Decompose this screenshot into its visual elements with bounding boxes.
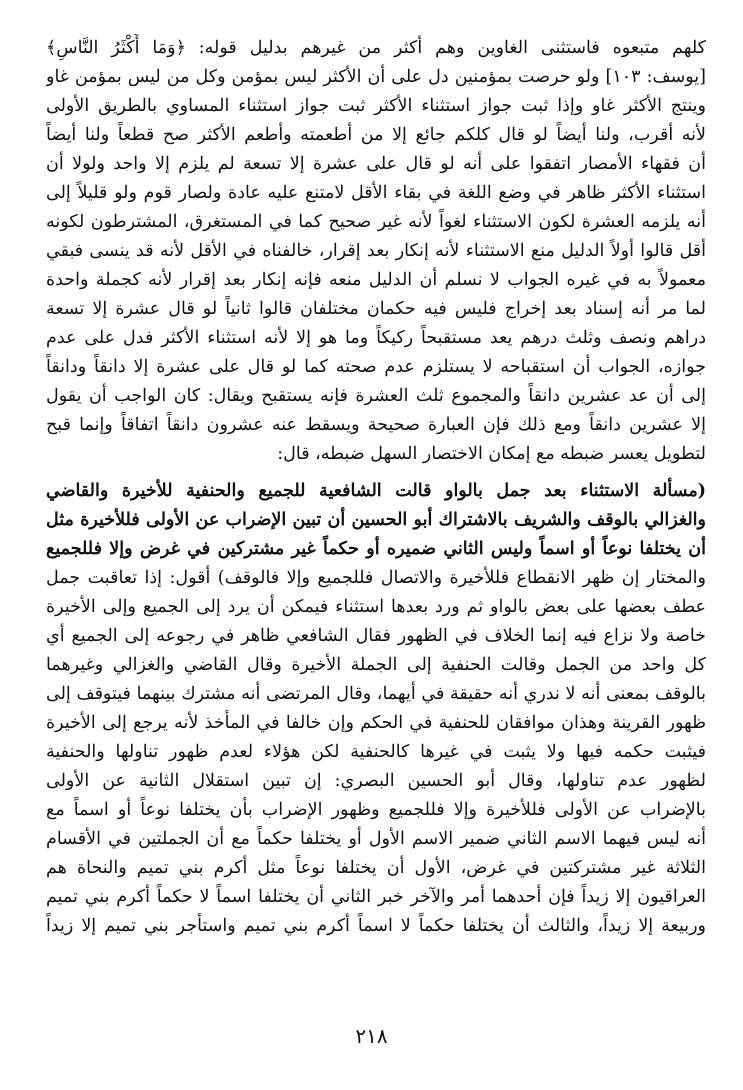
text-line: [يوسف: ١٠٣] ولو حرصت بمؤمنين دل على أن الأكثر ليس بمؤمن وكل من ليس بمؤمن غاو xyxy=(46,67,706,87)
matn-line: والغزالي بالوقف والشريف بالاشتراك أبو الحسين أن تبين الإضراب عن الأولى فللأخيرة مثل xyxy=(46,510,706,530)
text-line: العراقيون إلا زيداً فإن أحدهما أمر والآخر خبر الثاني أن يختلفا اسماً لا حكماً أكرم بني تميم xyxy=(46,887,706,907)
matn-line: أن يختلفا نوعاً أو اسماً وليس الثاني ضميره أو حكماً غير مشتركين في غرض وإلا فللجميع xyxy=(46,539,706,559)
text-line: لما مر أنه إسناد بعد إخراج فليس فيه حكمان مختلفان قالوا ثانياً لو قال عشرة إلا تسعة xyxy=(46,299,706,319)
commentary-section-2 xyxy=(46,477,706,941)
text-line: بالوقف بمعنى أنه لا ندري أنه حقيقة في أيهما، وقال المرتضى أنه مشترك بينهما فيتوقف إلى xyxy=(46,684,706,704)
text-line: لظهور عدم تناولها، وقال أبو الحسين البصري: إن تبين استقلال الثانية عن الأولى xyxy=(46,771,706,791)
text-line: معمولاً به في غيره الجواب لا نسلم أن الدليل منعه فإنه إنكار بعد إقرار لأنه كجملة واحدة xyxy=(46,270,706,290)
matn-line: (مسألة الاستثناء بعد جمل بالواو قالت الشافعية للجميع والحنفية للأخيرة والقاضي xyxy=(46,481,706,501)
text-line: جوازه، الجواب أن استقباحه لا يستلزم عدم صحته كما لو قال على عشرة إلا دانقاً ودانقاً xyxy=(46,357,706,377)
text-line: أن فقهاء الأمصار اتفقوا على أنه لو قال على عشرة إلا تسعة لم يلزم إلا واحد ولولا أن xyxy=(46,154,706,174)
text-line: لتطويل يعسر ضبطه مع إمكان الاختصار السهل ضبطه، قال: xyxy=(277,444,706,464)
text-line: الثلاثة غير مشتركتين في غرض، الأول أن يختلفا نوعاً مثل أكرم بني تميم والنحاة هم xyxy=(46,858,706,878)
text-line: كل واحد من الجمل وقالت الحنفية إلى الجملة الأخيرة وقال القاضي والغزالي وغيرهما xyxy=(46,655,706,675)
text-line: ظهور القرينة وهذان موافقان للحنفية في الحكم وإن خالفا في المأخذ لأنه يرجع إلى الأخيرة xyxy=(46,713,706,733)
text-line: والمختار إن ظهر الانقطاع فللأخيرة والاتصال فللجميع وإلا فالوقف) أقول: إذا تعاقبت جمل xyxy=(46,568,706,588)
text-line: أقل قالوا أولاً الدليل منع الاستثناء لأنه إنكار بعد إقرار، خالفناه في الأقل لأنه قد ينسى فبقي xyxy=(46,241,706,261)
text-line: لأنه أقرب، ولنا أيضاً لو قال كلكم جائع إلا من أطعمته وأطعم الأكثر صح قطعاً ولنا أيضاً xyxy=(46,125,706,145)
text-line: دراهم ونصف وثلث درهم يعد مستقبحاً ركيكاً وما هو إلا لأنه استثناء الأكثر فدل على عدم xyxy=(46,328,706,348)
page-number: ٢١٨ xyxy=(355,1024,388,1048)
page-body xyxy=(46,34,706,941)
text-line: إلا عشرين دانقاً ومع ذلك فإن العبارة صحيحة ويسقط عنه عشرون دانقاً اتفاقاً وإنما قبح xyxy=(46,415,706,435)
text-line: استثناء الأكثر ظاهر في وضع اللغة في بقاء الأقل لامتنع عليه عادة ولصار قوم ولو قليلاً إلى xyxy=(46,183,706,203)
text-line: وربيعة إلا زيداً، والثالث أن يختلفا حكماً لا اسماً أكرم بني تميم واستأجر بني تميم إلا زيداً xyxy=(46,916,706,936)
text-line: أنه يلزمه العشرة لكون الاستثناء لغواً لأنه غير صحيح كما في المستغرق، المشترطون لكونه xyxy=(46,212,706,232)
text-line: بالإضراب عن الأولى فللأخيرة وإلا فللجميع وظهور الإضراب بأن يختلفا نوعاً أو اسماً مع xyxy=(46,800,706,820)
text-line: كلهم متبعوه فاستثنى الغاوين وهم أكثر من غيرهم بدليل قوله: ﴿وَمَا أَكْثَرُ النَّاسِ﴾ xyxy=(46,38,706,58)
commentary-section-1 xyxy=(46,34,706,469)
text-line: عطف بعضها على بعض بالواو ثم ورد بعدها استثناء فيمكن أن يرد إلى الجميع وإلى الأخيرة xyxy=(46,597,706,617)
text-line: إلى أن عد عشرين دانقاً والمجموع ثلث العشرة فإنه يستقبح ويقال: كان الواجب أن يقول xyxy=(46,386,706,406)
text-line: فيثبت حكمه فيها ولا يثبت في غيرها كالحنفية لكن هؤلاء لعدم ظهور تناولها والحنفية xyxy=(46,742,706,762)
text-line: وينتج الأكثر غاو وإذا ثبت جواز استثناء الأكثر ثبت جواز استثناء المساوي بالطريق الأولى xyxy=(46,96,706,116)
text-line: أنه ليس فيهما الاسم الثاني ضمير الاسم الأول أو يختلفا حكماً مع أن الجملتين في الأقسام xyxy=(46,829,706,849)
text-line: خاصة ولا نزاع فيه إنما الخلاف في الظهور فقال الشافعي ظاهر في رجوعه إلى الجميع أي xyxy=(46,626,706,646)
